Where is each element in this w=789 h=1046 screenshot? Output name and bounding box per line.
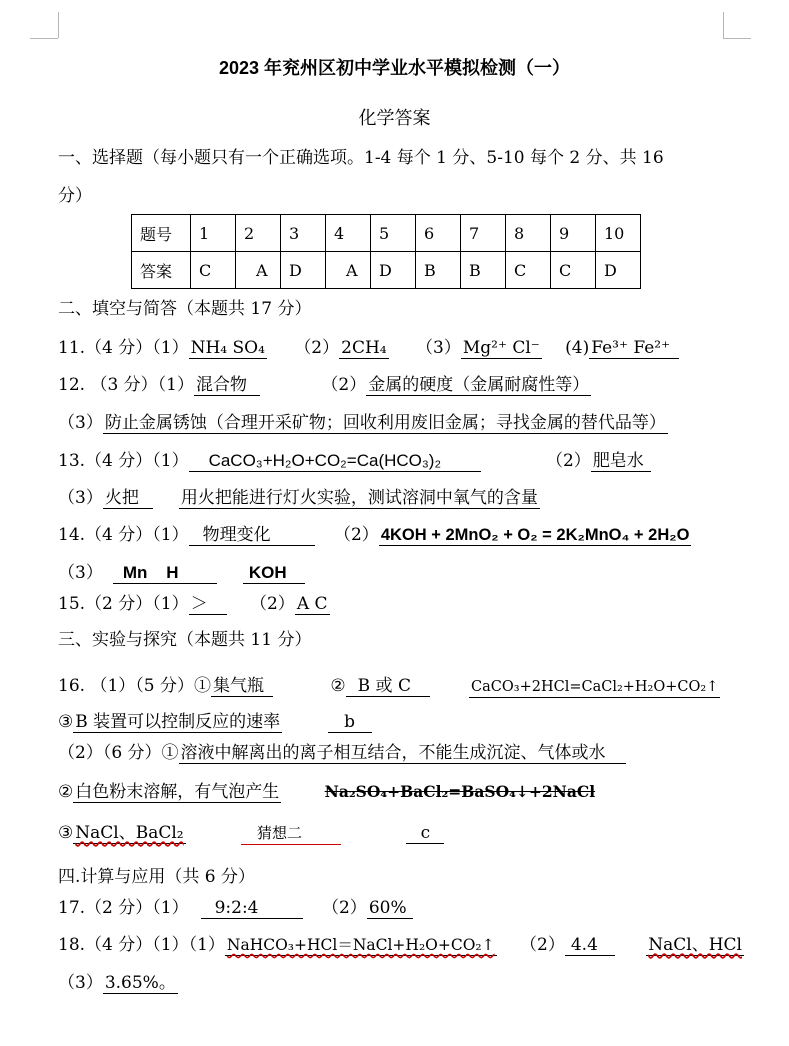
section2-heading: 二、填空与简答（本题共 17 分） bbox=[58, 299, 312, 319]
q14-answer-4: KOH bbox=[243, 563, 305, 584]
q17-answer-2: 60% bbox=[367, 898, 413, 919]
q16-part-9-label: ③ bbox=[58, 823, 74, 843]
q13-part-2-label: （2） bbox=[545, 451, 591, 471]
q13-prefix: 13.（4 分）（1） bbox=[58, 451, 189, 471]
q17-part-2-label: （2） bbox=[321, 898, 367, 918]
q16-part-2-label: ② bbox=[330, 676, 346, 696]
question-11 bbox=[58, 337, 679, 359]
section3-heading: 三、实验与探究（本题共 11 分） bbox=[58, 630, 312, 650]
question-12 bbox=[58, 374, 591, 396]
question-14 bbox=[58, 524, 691, 546]
q14-answer-3: Mn H bbox=[113, 563, 217, 584]
answer-table bbox=[131, 214, 641, 289]
q16-answer-3: CaCO₃+2HCl=CaCl₂+H₂O+CO₂↑ bbox=[469, 677, 720, 698]
q17-answer-1: 9:2:4 bbox=[201, 898, 303, 919]
q11-part-3-label: （3） bbox=[416, 338, 461, 358]
q18-answer-2: 4.4 bbox=[565, 935, 615, 956]
section1-heading-line2: 分） bbox=[58, 186, 92, 206]
table-cell-number: 9 bbox=[551, 215, 596, 252]
table-cell-number: 5 bbox=[371, 215, 416, 252]
q11-part-4-label: (4) bbox=[565, 338, 590, 358]
question-16-part-3 bbox=[58, 711, 372, 733]
q13-answer-3: 火把 bbox=[103, 488, 153, 509]
table-cell-label: 答案 bbox=[132, 252, 191, 289]
q11-part-2-label: （2） bbox=[294, 338, 340, 358]
q13-answer-4: 用火把能进行灯火实验，测试溶洞中氧气的含量 bbox=[180, 488, 538, 508]
q12-prefix: 12. （3 分）（1） bbox=[58, 375, 194, 395]
q18-answer-4: 3.65%。 bbox=[104, 973, 176, 993]
question-16-section-2-part-3 bbox=[58, 822, 444, 845]
question-16 bbox=[58, 675, 720, 698]
q12-answer-2: 金属的硬度（金属耐腐性等） bbox=[368, 375, 590, 395]
page-subtitle: 化学答案 bbox=[358, 108, 431, 129]
q11-answer-2: 2CH₄ bbox=[341, 338, 387, 358]
q16-answer-8: Na₂SO₄+BaCl₂=BaSO₄↓+2NaCl bbox=[324, 782, 596, 801]
table-cell-number: 6 bbox=[416, 215, 461, 252]
table-cell-answer: B bbox=[416, 252, 461, 289]
table-cell-answer: D bbox=[371, 252, 416, 289]
table-cell-answer: C bbox=[551, 252, 596, 289]
table-cell-answer: C bbox=[191, 252, 236, 289]
q11-prefix: 11.（4 分）（1） bbox=[58, 338, 189, 358]
q14-answer-1: 物理变化 bbox=[189, 525, 315, 546]
q11-answer-4: Fe³⁺ Fe²⁺ bbox=[589, 338, 679, 359]
table-cell-answer: B bbox=[461, 252, 506, 289]
question-12-part-3 bbox=[58, 412, 668, 434]
q18-part-2-label: （2） bbox=[520, 935, 565, 955]
answer-table-number-row bbox=[132, 215, 641, 252]
q14-answer-2: 4KOH + 2MnO₂ + O₂ = 2K₂MnO₄ + 2H₂O bbox=[380, 526, 690, 544]
q11-answer-1: NH₄ SO₄ bbox=[190, 338, 265, 358]
crop-mark-top-left-horizontal bbox=[30, 38, 58, 39]
table-cell-number: 10 bbox=[596, 215, 641, 252]
table-cell-answer: D bbox=[596, 252, 641, 289]
q18-prefix: 18.（4 分）（1）（1） bbox=[58, 935, 225, 955]
crop-mark-top-right-horizontal bbox=[723, 38, 751, 39]
page-title: 2023 年兖州区初中学业水平模拟检测（一） bbox=[218, 58, 571, 78]
q16-answer-5: b bbox=[328, 712, 372, 733]
question-14-part-3 bbox=[58, 562, 305, 584]
table-cell-answer: D bbox=[281, 252, 326, 289]
q13-answer-2: 肥皂水 bbox=[591, 451, 651, 472]
q18-part-3-label: （3） bbox=[58, 973, 103, 993]
question-16-section-2-part-2 bbox=[58, 781, 595, 803]
table-cell-number: 2 bbox=[236, 215, 281, 252]
table-cell-answer: A bbox=[326, 252, 371, 289]
q11-answer-3: Mg²⁺ Cl⁻ bbox=[462, 338, 540, 358]
q16-section-2-prefix: （2）（6 分）① bbox=[58, 743, 179, 763]
q16-answer-11: c bbox=[406, 823, 444, 844]
section4-heading: 四.计算与应用（共 6 分） bbox=[58, 867, 256, 887]
q17-prefix: 17.（2 分）（1） bbox=[58, 898, 189, 918]
question-13-part-3 bbox=[58, 487, 540, 509]
question-17 bbox=[58, 897, 413, 919]
q13-answer-1: CaCO₃+H₂O+CO₂=Ca(HCO₃)₂ bbox=[189, 451, 481, 472]
q12-part-2-label: （2） bbox=[321, 375, 367, 395]
answer-table-answer-row bbox=[132, 252, 641, 289]
q16-part-7-label: ② bbox=[58, 782, 74, 802]
table-cell-number: 8 bbox=[506, 215, 551, 252]
table-cell-answer: C bbox=[506, 252, 551, 289]
q12-answer-3: 防止金属锈蚀（合理开采矿物；回收利用废旧金属；寻找金属的替代品等） bbox=[104, 413, 666, 433]
q15-part-2-label: （2） bbox=[249, 594, 295, 614]
table-cell-answer: A bbox=[236, 252, 281, 289]
q12-part-3-label: （3） bbox=[58, 413, 103, 433]
table-cell-number: 3 bbox=[281, 215, 326, 252]
q14-prefix: 14.（4 分）（1） bbox=[58, 525, 189, 545]
q16-part-3-label: ③ bbox=[58, 712, 74, 732]
q13-part-3-label: （3） bbox=[58, 488, 103, 508]
q15-answer-1: ＞ bbox=[189, 594, 227, 615]
table-cell-label: 题号 bbox=[132, 215, 191, 252]
section1-heading-line1: 一、选择题（每小题只有一个正确选项。1-4 每个 1 分、5-10 每个 2 分、共 16 bbox=[58, 148, 664, 168]
q16-answer-4: B 装置可以控制反应的速率 bbox=[75, 712, 281, 732]
question-18 bbox=[58, 934, 744, 956]
table-cell-number: 4 bbox=[326, 215, 371, 252]
q15-answer-2: A C bbox=[296, 594, 328, 614]
question-16-section-2 bbox=[58, 742, 626, 764]
q16-answer-6: 溶液中解离出的离子相互结合，不能生成沉淀、气体或水 bbox=[179, 743, 626, 764]
question-18-part-3 bbox=[58, 972, 178, 994]
q18-answer-1: NaHCO₃+HCl＝NaCl+H₂O+CO₂↑ bbox=[226, 936, 495, 954]
q16-answer-1: 集气瓶 bbox=[211, 676, 273, 697]
q16-prefix: 16. （1）（5 分）① bbox=[58, 676, 211, 696]
q16-answer-7: 白色粉末溶解，有气泡产生 bbox=[75, 782, 280, 802]
q14-part-3-label: （3） bbox=[58, 563, 103, 583]
question-15 bbox=[58, 593, 330, 615]
table-cell-number: 7 bbox=[461, 215, 506, 252]
q16-answer-2: B 或 C bbox=[346, 676, 430, 697]
q12-answer-1: 混合物 bbox=[194, 375, 260, 396]
q16-answer-9: NaCl、BaCl₂ bbox=[75, 823, 184, 843]
q16-answer-10: 猜想二 bbox=[241, 822, 341, 845]
q15-prefix: 15.（2 分）（1） bbox=[58, 594, 189, 614]
table-cell-number: 1 bbox=[191, 215, 236, 252]
crop-mark-top-right-vertical bbox=[723, 12, 724, 38]
crop-mark-top-left-vertical bbox=[58, 12, 59, 38]
q14-part-2-label: （2） bbox=[333, 525, 379, 545]
q18-answer-3: NaCl、HCl bbox=[648, 935, 742, 955]
question-13 bbox=[58, 450, 651, 472]
